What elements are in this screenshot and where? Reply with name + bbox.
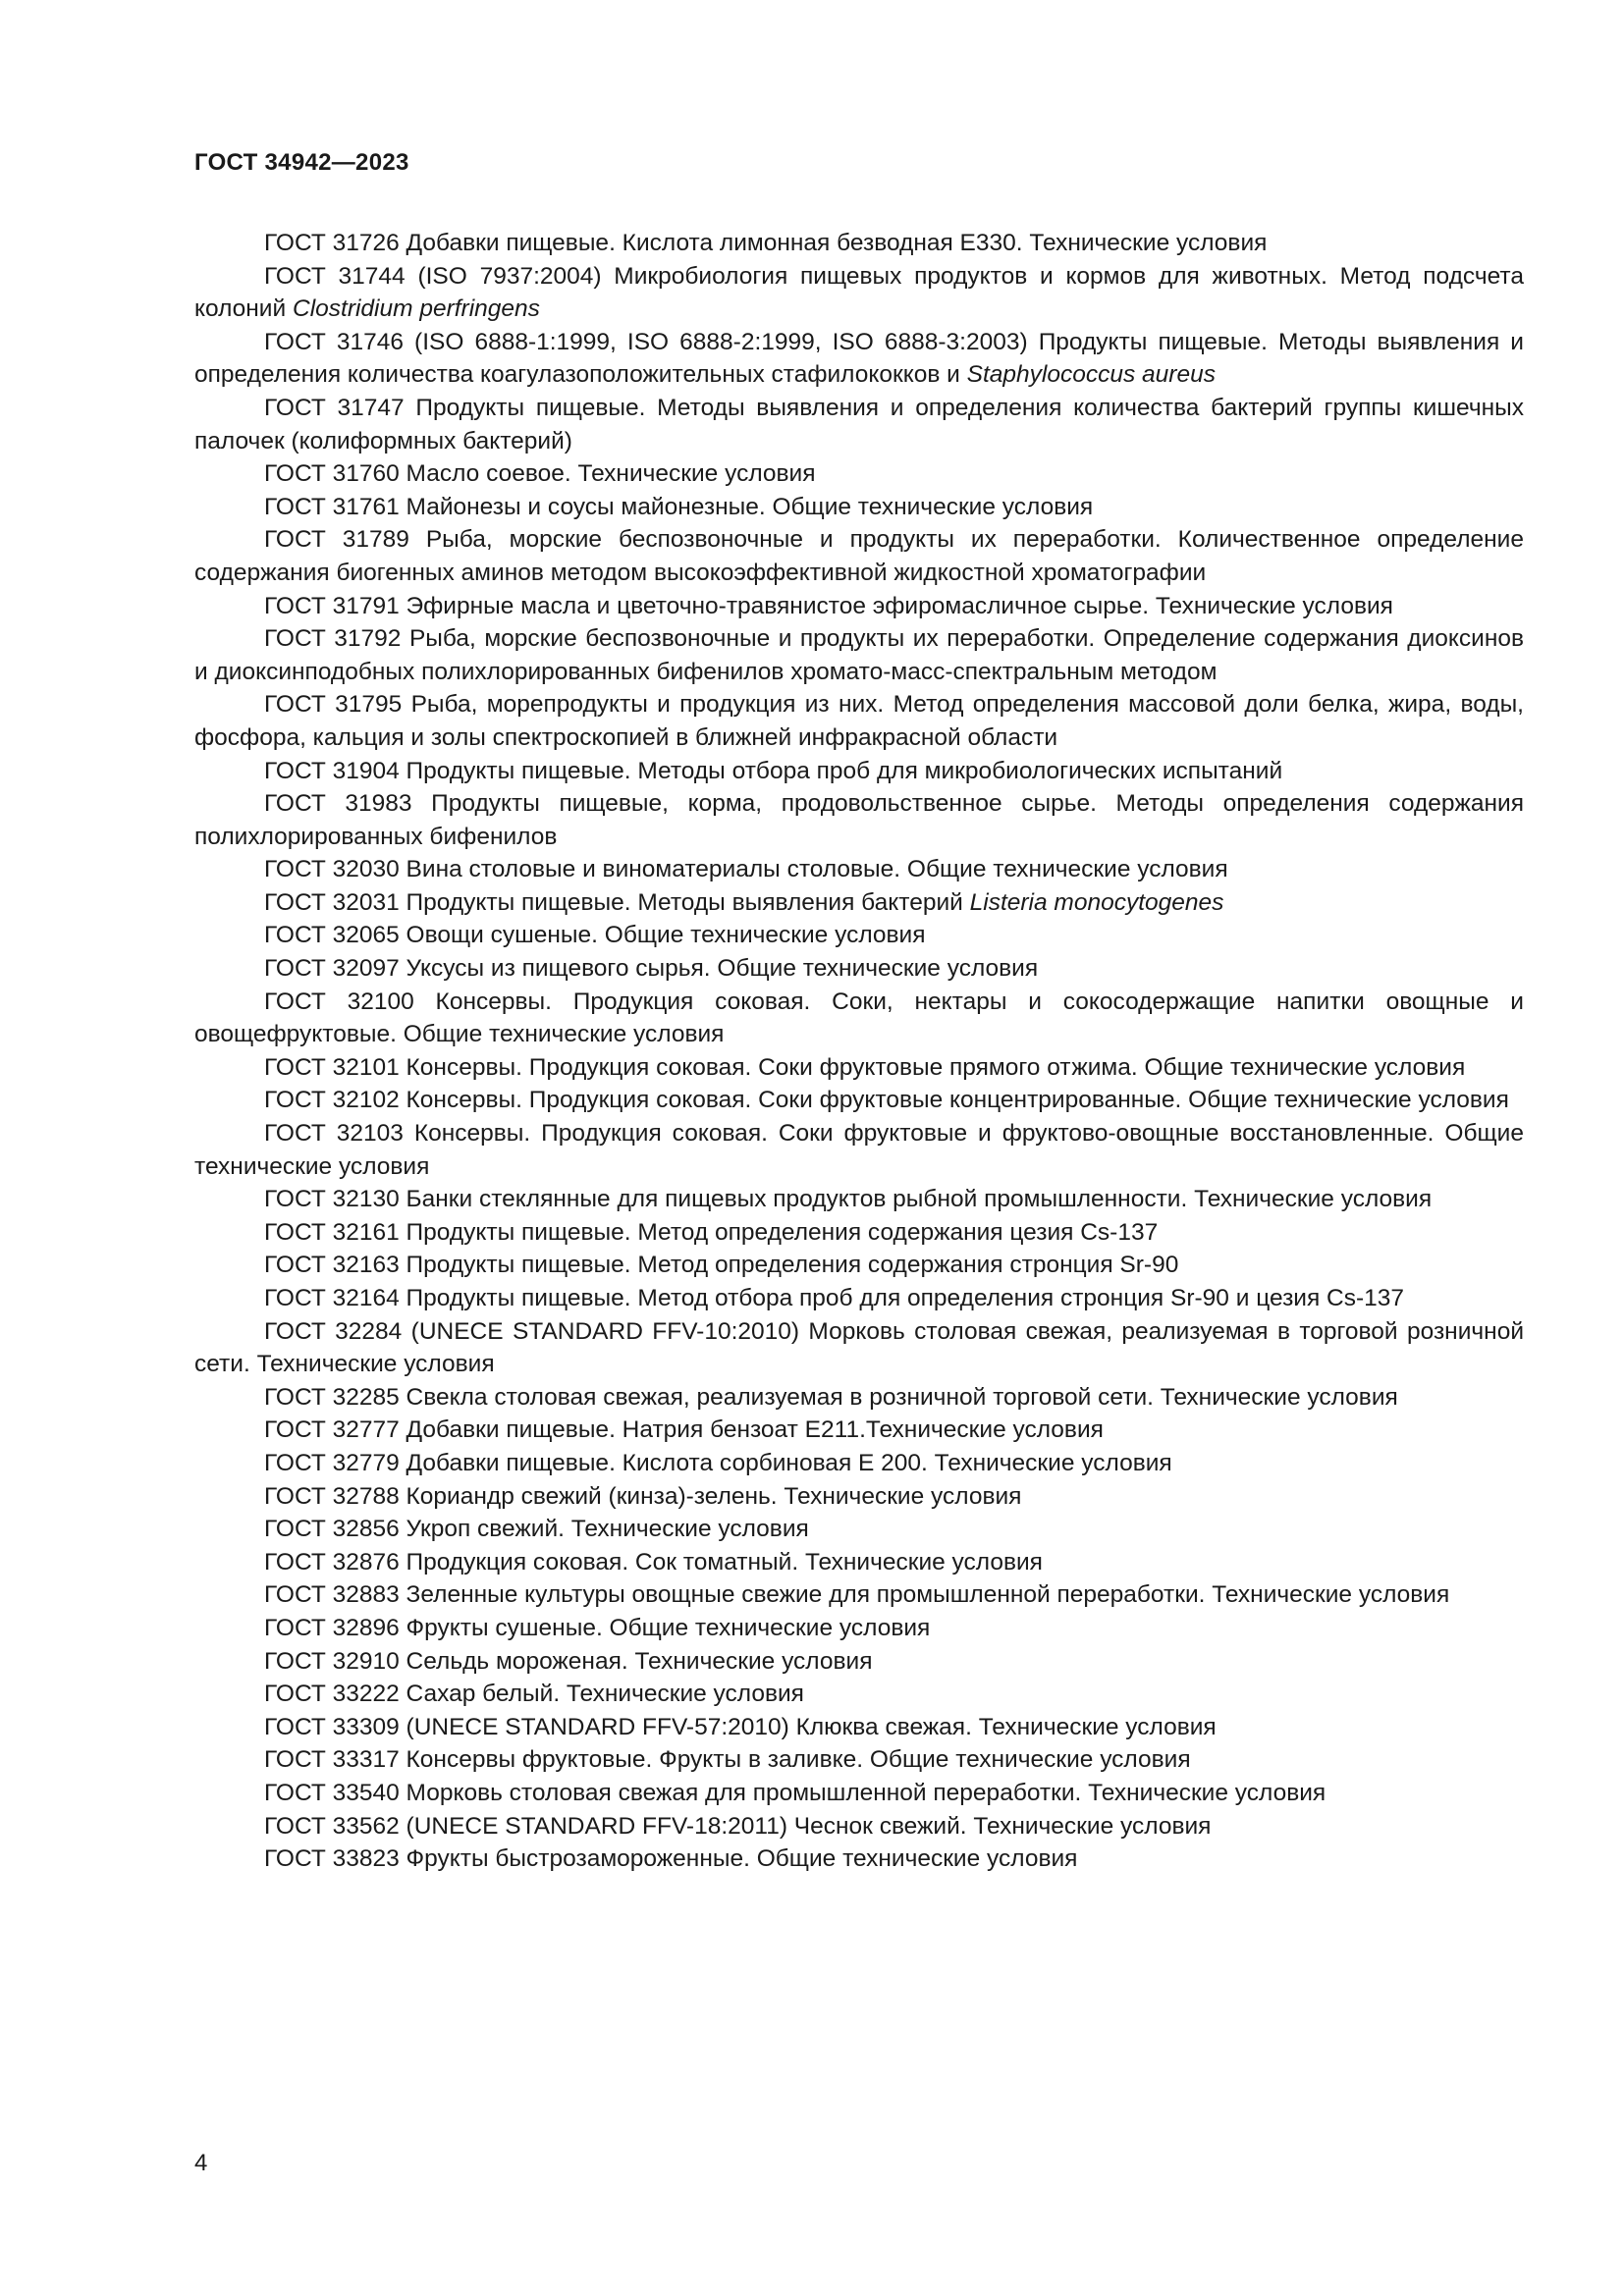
reference-text: ГОСТ 31760 Масло соевое. Технические условия — [264, 460, 816, 488]
reference-text: ГОСТ 31744 (ISO 7937:2004) Микробиология пищевых продуктов и кормов для животных. Метод подсчета колоний — [194, 262, 1524, 323]
reference-text: ГОСТ 32161 Продукты пищевые. Метод определения содержания цезия Cs-137 — [264, 1218, 1159, 1246]
reference-text: ГОСТ 32910 Сельдь мороженая. Технические условия — [264, 1647, 873, 1675]
reference-item — [194, 1414, 1524, 1447]
reference-text: ГОСТ 32101 Консервы. Продукция соковая. Соки фруктовые прямого отжима. Общие технические условия — [264, 1053, 1466, 1081]
reference-item — [194, 392, 1524, 457]
reference-item — [194, 1612, 1524, 1645]
reference-item — [194, 326, 1524, 392]
reference-item — [194, 1743, 1524, 1777]
reference-item — [194, 919, 1524, 952]
normative-references-list — [194, 227, 1524, 1876]
reference-text: ГОСТ 32030 Вина столовые и виноматериалы столовые. Общие технические условия — [264, 856, 1228, 883]
reference-text: ГОСТ 32285 Свекла столовая свежая, реализуемая в розничной торговой сети. Технические условия — [264, 1383, 1398, 1411]
reference-text: ГОСТ 31747 Продукты пищевые. Методы выявления и определения количества бактерий группы кишечных палочек (колиформных бактерий) — [194, 394, 1524, 454]
reference-item — [194, 457, 1524, 491]
reference-item — [194, 622, 1524, 688]
reference-species-name: Listeria monocytogenes — [969, 888, 1224, 916]
reference-item — [194, 1546, 1524, 1579]
reference-text: ГОСТ 32883 Зеленные культуры овощные свежие для промышленной переработки. Технические условия — [264, 1581, 1450, 1609]
reference-text: ГОСТ 31792 Рыба, морские беспозвоночные и продукты их переработки. Определение содержания диоксинов и диоксинподобных полихлорированных бифенилов хромато-масс-спектральным методом — [194, 625, 1524, 685]
reference-item — [194, 1711, 1524, 1744]
reference-item — [194, 886, 1524, 920]
reference-text: ГОСТ 32102 Консервы. Продукция соковая. Соки фруктовые концентрированные. Общие технические условия — [264, 1087, 1509, 1114]
reference-text: ГОСТ 32065 Овощи сушеные. Общие технические условия — [264, 922, 926, 949]
reference-text: ГОСТ 33540 Морковь столовая свежая для промышленной переработки. Технические условия — [264, 1779, 1326, 1806]
reference-item — [194, 755, 1524, 788]
page-number: 4 — [194, 2150, 208, 2176]
reference-item — [194, 952, 1524, 986]
reference-text: ГОСТ 31983 Продукты пищевые, корма, продовольственное сырье. Методы определения содержания полихлорированных бифенилов — [194, 790, 1524, 850]
reference-text: ГОСТ 33317 Консервы фруктовые. Фрукты в заливке. Общие технические условия — [264, 1746, 1191, 1774]
reference-item — [194, 590, 1524, 623]
reference-text: ГОСТ 32896 Фрукты сушеные. Общие технические условия — [264, 1614, 931, 1641]
reference-text: ГОСТ 32163 Продукты пищевые. Метод определения содержания стронция Sr-90 — [264, 1252, 1179, 1279]
reference-item — [194, 1249, 1524, 1282]
reference-item — [194, 853, 1524, 886]
reference-item — [194, 688, 1524, 754]
reference-item — [194, 1578, 1524, 1612]
reference-text: ГОСТ 31904 Продукты пищевые. Методы отбора проб для микробиологических испытаний — [264, 757, 1283, 784]
reference-item — [194, 986, 1524, 1051]
reference-item — [194, 1282, 1524, 1315]
reference-text: ГОСТ 32130 Банки стеклянные для пищевых продуктов рыбной промышленности. Технические условия — [264, 1186, 1433, 1213]
reference-item — [194, 1842, 1524, 1876]
reference-text: ГОСТ 32788 Кориандр свежий (кинза)-зелень. Технические условия — [264, 1482, 1022, 1510]
reference-item — [194, 1447, 1524, 1480]
reference-text: ГОСТ 31795 Рыба, морепродукты и продукция из них. Метод определения массовой доли белка, жира, воды, фосфора, кальция и золы спектроскопией в ближней инфракрасной области — [194, 691, 1524, 751]
reference-text: ГОСТ 32100 Консервы. Продукция соковая. Соки, нектары и сокосодержащие напитки овощные и овощефруктовые. Общие технические условия — [194, 988, 1524, 1048]
reference-text: ГОСТ 33222 Сахар белый. Технические условия — [264, 1681, 804, 1708]
reference-item — [194, 1051, 1524, 1085]
reference-item — [194, 491, 1524, 524]
reference-species-name: Staphylococcus aureus — [966, 361, 1216, 389]
reference-text: ГОСТ 32103 Консервы. Продукция соковая. Соки фруктовые и фруктово-овощные восстановленные. Общие технические условия — [194, 1120, 1524, 1180]
reference-item — [194, 1513, 1524, 1546]
reference-text: ГОСТ 32164 Продукты пищевые. Метод отбора проб для определения стронция Sr-90 и цезия Cs-137 — [264, 1285, 1405, 1311]
reference-item — [194, 787, 1524, 853]
reference-text: ГОСТ 32031 Продукты пищевые. Методы выявления бактерий — [264, 888, 970, 916]
reference-item — [194, 523, 1524, 589]
page-header-doc-id: ГОСТ 34942—2023 — [194, 149, 409, 176]
reference-item — [194, 227, 1524, 260]
reference-text: ГОСТ 32284 (UNECE STANDARD FFV-10:2010) Морковь столовая свежая, реализуемая в торговой розничной сети. Технические условия — [194, 1317, 1524, 1378]
reference-text: ГОСТ 32097 Уксусы из пищевого сырья. Общие технические условия — [264, 955, 1039, 983]
reference-item — [194, 1810, 1524, 1843]
reference-text: ГОСТ 33309 (UNECE STANDARD FFV-57:2010) Клюква свежая. Технические условия — [264, 1713, 1217, 1740]
reference-text: ГОСТ 32777 Добавки пищевые. Натрия бензоат Е211.Технические условия — [264, 1416, 1104, 1444]
reference-text: ГОСТ 31791 Эфирные масла и цветочно-травянистое эфиромасличное сырье. Технические условия — [264, 592, 1393, 619]
reference-item — [194, 1117, 1524, 1183]
reference-text: ГОСТ 32856 Укроп свежий. Технические условия — [264, 1516, 809, 1543]
reference-item — [194, 1777, 1524, 1810]
reference-item — [194, 1645, 1524, 1679]
reference-text: ГОСТ 32779 Добавки пищевые. Кислота сорбиновая Е 200. Технические условия — [264, 1449, 1172, 1476]
reference-text: ГОСТ 31726 Добавки пищевые. Кислота лимонная безводная Е330. Технические условия — [264, 230, 1268, 256]
reference-text: ГОСТ 31746 (ISO 6888-1:1999, ISO 6888-2:1999, ISO 6888-3:2003) Продукты пищевые. Методы выявления и определения количества коагулазоположительных стафилококков и — [194, 328, 1524, 389]
reference-item — [194, 1678, 1524, 1711]
reference-item — [194, 1216, 1524, 1250]
reference-item — [194, 1084, 1524, 1117]
reference-text: ГОСТ 31789 Рыба, морские беспозвоночные и продукты их переработки. Количественное определение содержания биогенных аминов методом высокоэффективной жидкостной хроматографии — [194, 526, 1524, 586]
reference-item — [194, 1480, 1524, 1514]
reference-species-name: Clostridium perfringens — [293, 295, 540, 323]
reference-text: ГОСТ 32876 Продукция соковая. Сок томатный. Технические условия — [264, 1548, 1043, 1575]
reference-item — [194, 1381, 1524, 1415]
reference-item — [194, 1183, 1524, 1216]
reference-text: ГОСТ 33823 Фрукты быстрозамороженные. Общие технические условия — [264, 1845, 1078, 1873]
reference-text: ГОСТ 33562 (UNECE STANDARD FFV-18:2011) Чеснок свежий. Технические условия — [264, 1812, 1212, 1840]
reference-item — [194, 260, 1524, 326]
reference-text: ГОСТ 31761 Майонезы и соусы майонезные. Общие технические условия — [264, 493, 1094, 520]
reference-item — [194, 1315, 1524, 1381]
